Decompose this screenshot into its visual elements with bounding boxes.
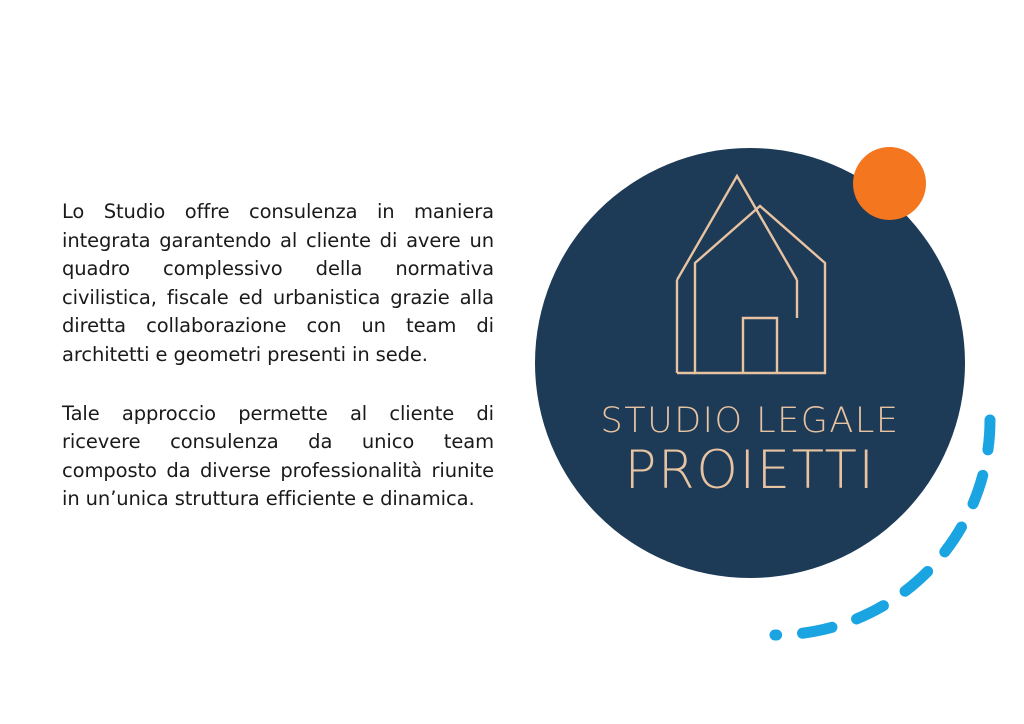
brand-line-1: STUDIO LEGALE [600, 401, 900, 441]
studio-legale-proietti-logo [520, 130, 990, 600]
orange-dot-icon [853, 147, 926, 220]
body-text-column [62, 198, 494, 514]
house-outline-icon [665, 168, 840, 383]
body-paragraph-2: Tale approccio permette al cliente di ricevere consulenza da unico team composto da diverse professionalità riunite in un’unica struttura efficiente e dinamica. [62, 401, 494, 511]
brand-line-2: PROIETTI [624, 440, 876, 501]
body-paragraph-1: Lo Studio offre consulenza in maniera integrata garantendo al cliente di avere un quadro complessivo della normativa civilistica, fiscale ed urbanistica grazie alla diretta collaborazione con un team di architetti e geometri presenti in sede. [62, 200, 494, 366]
brand-wordmark [520, 400, 980, 500]
